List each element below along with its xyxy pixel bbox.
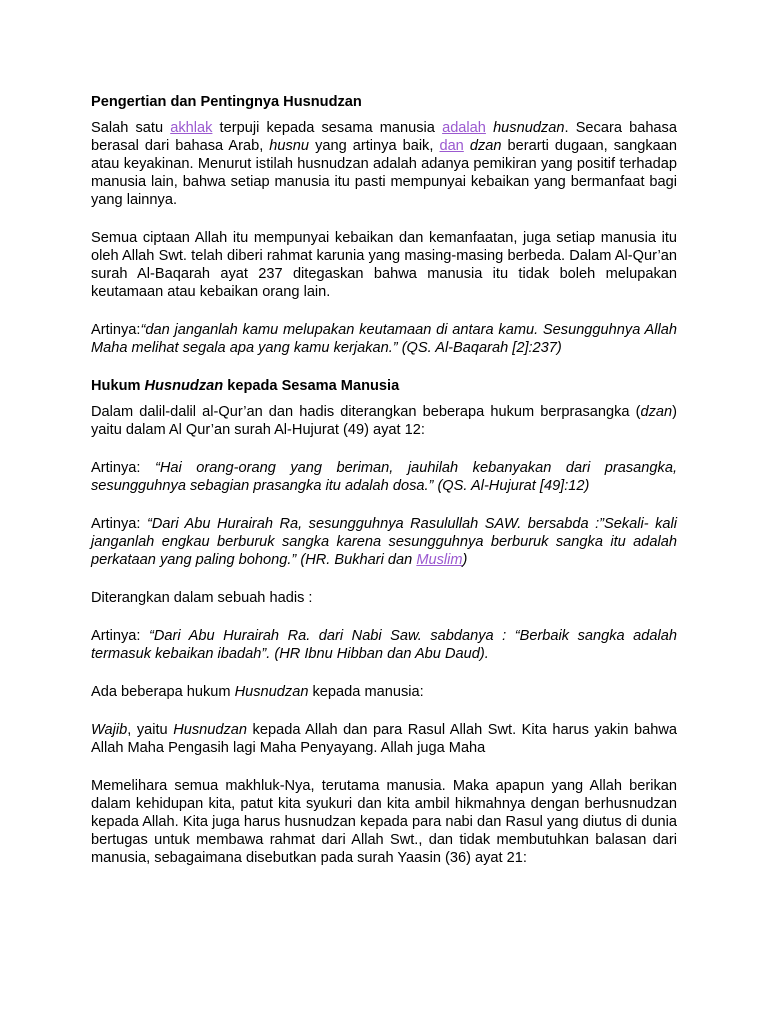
- link-adalah[interactable]: adalah: [442, 120, 486, 136]
- paragraph-memelihara: Memelihara semua makhluk-Nya, terutama manusia. Maka apapun yang Allah berikan dalam kehidupan kita, patut kita syukuri dan kita ambil hikmahnya dengan berhusnudzan kepada Allah. Kita juga harus husnudzan kepada para nabi dan Rasul yang diutus di dunia bertugas untuk membawa rahmat dari Allah Swt., dan tidak membutuhkan balasan dari manusia, sebagaimana disebutkan pada surah Yaasin (36) ayat 21:: [91, 778, 677, 866]
- text-run: ) yaitu dalam Al Qur’an surah Al-Hujurat (49) ayat 12:: [91, 404, 677, 438]
- term-husnudzan: Husnudzan: [173, 722, 248, 738]
- text-run: kepada Allah dan para Rasul Allah Swt. Kita harus yakin bahwa Allah Maha Pengasih lagi Maha Penyayang. Allah juga Maha: [91, 722, 678, 756]
- paragraph-artinya-hadis-ibnu-hibban: [91, 627, 677, 663]
- paragraph-artinya-hadis-bukhari: [91, 515, 677, 569]
- text-run: kepada manusia:: [308, 684, 424, 700]
- heading-text: Hukum: [91, 378, 145, 394]
- text-run: Ada beberapa hukum: [91, 684, 235, 700]
- term-dzan: dzan: [640, 404, 673, 420]
- text-run: Dalam dalil-dalil al-Qur’an dan hadis diterangkan beberapa hukum berprasangka (: [91, 404, 641, 420]
- paragraph-beberapa-hukum: [91, 683, 677, 701]
- term-dzan: dzan: [469, 138, 502, 154]
- heading-term: Husnudzan: [144, 378, 224, 394]
- artinya-label: Artinya:: [91, 460, 156, 476]
- section-heading-pengertian: Pengertian dan Pentingnya Husnudzan: [91, 94, 362, 110]
- paragraph-ciptaan-allah: Semua ciptaan Allah itu mempunyai kebaikan dan kemanfaatan, juga setiap manusia itu oleh Allah Swt. telah diberi rahmat karunia yang masing-masing berbeda. Dalam Al-Qur’an surah Al-Baqarah ayat 237 ditegaskan bahwa manusia itu tidak boleh melupakan keutamaan atau kebaikan orang lain.: [91, 230, 677, 300]
- paragraph-dalil: [91, 403, 677, 439]
- text-run: berarti dugaan, sangkaan atau keyakinan. Menurut istilah husnudzan adalah adanya pemikiran yang positif terhadap manusia lain, bahwa setiap manusia itu pasti mempunyai kebaikan yang bermanfaat bagi yang lainnya.: [91, 138, 677, 208]
- text-run: . Secara bahasa berasal dari bahasa Arab,: [91, 120, 677, 154]
- artinya-label: Artinya:: [91, 628, 149, 644]
- quote-hujurat: “Hai orang-orang yang beriman, jauhilah kebanyakan dari prasangka, sesungguhnya sebagian prasangka itu adalah dosa.” (QS. Al-Hujurat [49]:12): [91, 460, 677, 494]
- section-heading-hukum: [91, 377, 677, 395]
- text-run: yang artinya baik,: [309, 138, 440, 154]
- term-husnudzan: Husnudzan: [234, 684, 309, 700]
- link-akhlak[interactable]: akhlak: [170, 120, 213, 136]
- quote-end: ): [462, 552, 468, 568]
- artinya-label: Artinya:: [91, 322, 141, 338]
- term-wajib: Wajib: [91, 722, 128, 738]
- heading-text: kepada Sesama Manusia: [223, 378, 400, 394]
- paragraph-wajib: [91, 721, 677, 757]
- quote-hadis-bukhari: “Dari Abu Hurairah Ra, sesungguhnya Rasulullah SAW. bersabda :”Sekali- kali janganlah engkau berburuk sangka karena sesungguhnya berburuk sangka itu adalah perkataan yang paling bohong.” (HR. Bukhari dan: [91, 516, 678, 568]
- term-husnudzan: husnudzan: [493, 120, 565, 136]
- artinya-label: Artinya:: [91, 516, 147, 532]
- paragraph-definition: [91, 119, 677, 209]
- text-run: terpuji kepada sesama manusia: [212, 120, 443, 136]
- document-page: [91, 93, 677, 887]
- quote-baqarah: “dan janganlah kamu melupakan keutamaan di antara kamu. Sesungguhnya Allah Maha melihat segala apa yang kamu kerjakan.” (QS. Al-Baqarah [2]:237): [91, 322, 677, 356]
- paragraph-artinya-hujurat: [91, 459, 677, 495]
- link-muslim[interactable]: Muslim: [416, 552, 463, 568]
- text-run: Salah satu: [91, 120, 171, 136]
- paragraph-artinya-baqarah: [91, 321, 677, 357]
- paragraph-diterangkan: Diterangkan dalam sebuah hadis :: [91, 590, 313, 606]
- term-husnu: husnu: [269, 138, 310, 154]
- link-dan[interactable]: dan: [439, 138, 464, 154]
- text-run: , yaitu: [127, 722, 174, 738]
- quote-hadis-ibnu-hibban: “Dari Abu Hurairah Ra. dari Nabi Saw. sabdanya : “Berbaik sangka adalah termasuk kebaikan ibadah”. (HR Ibnu Hibban dan Abu Daud).: [91, 628, 677, 662]
- text-run: [486, 120, 493, 136]
